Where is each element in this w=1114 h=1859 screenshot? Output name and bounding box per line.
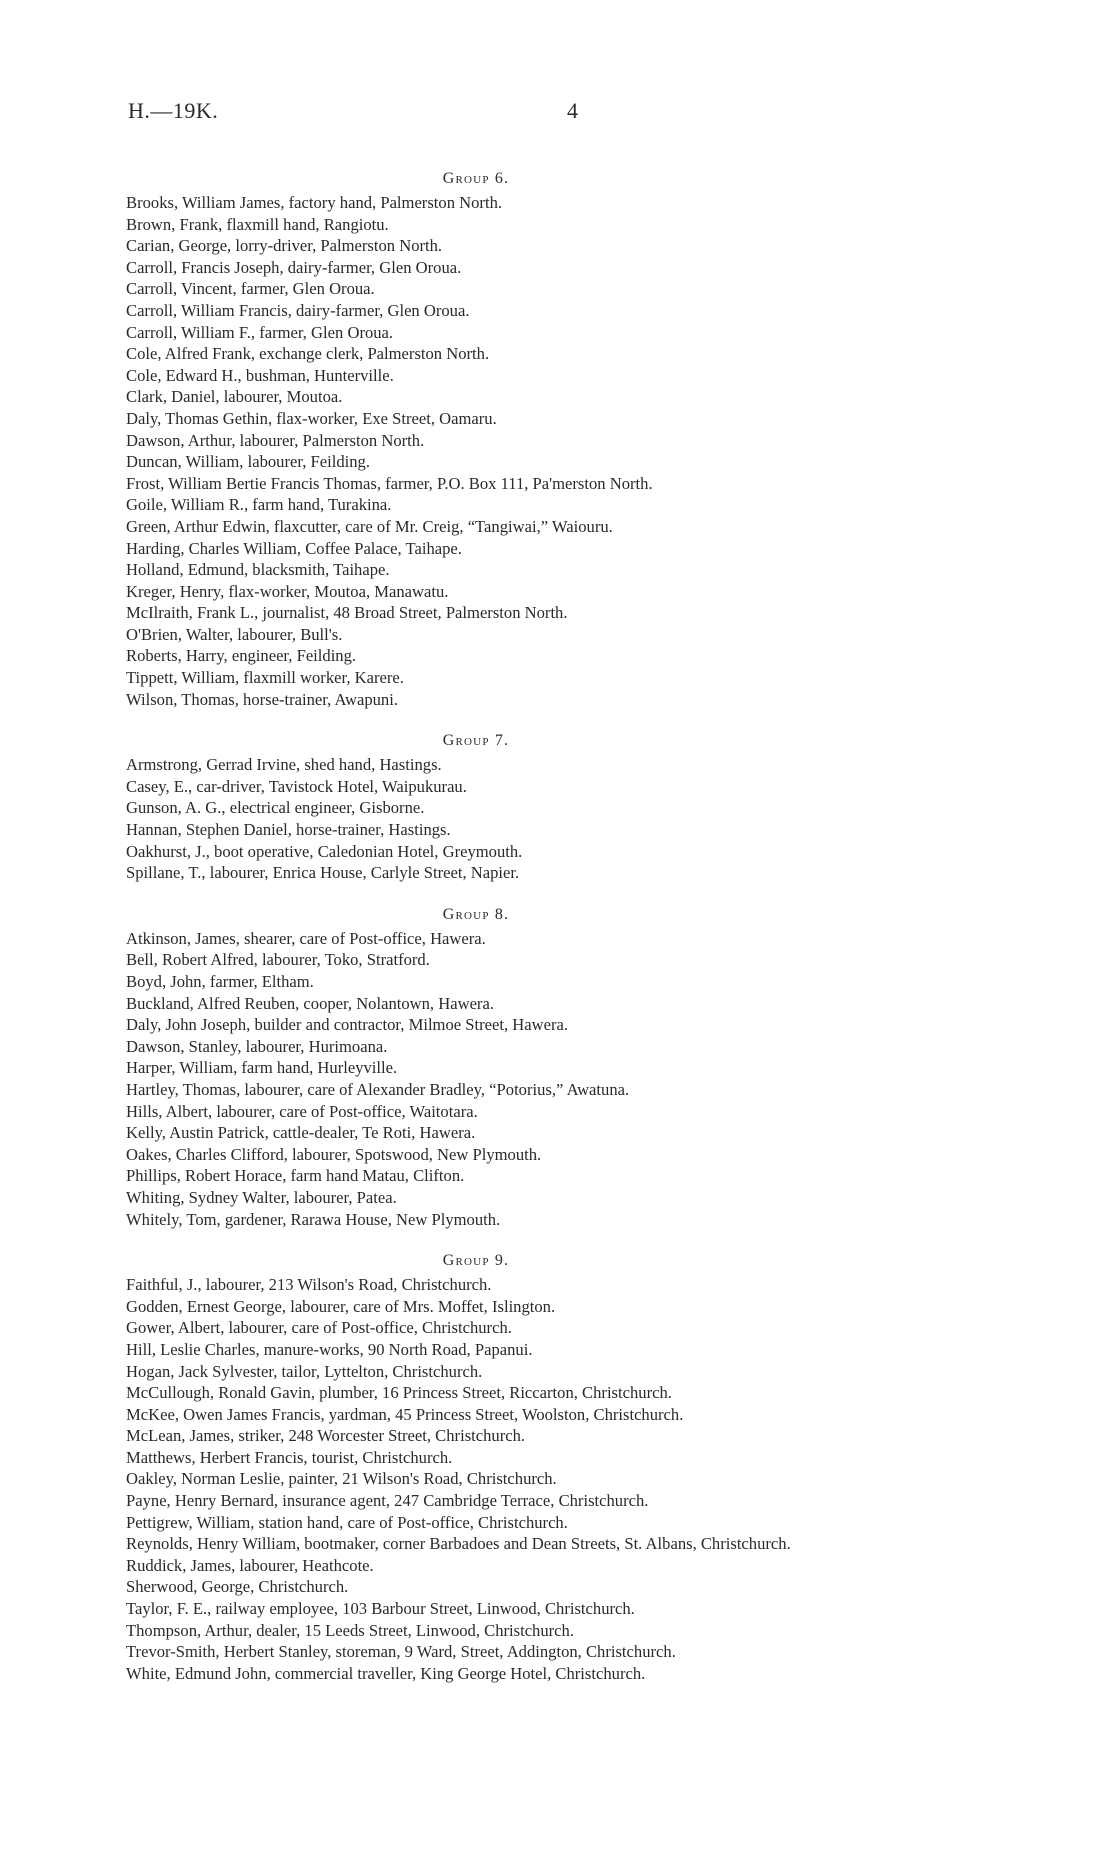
list-item: Wilson, Thomas, horse-trainer, Awapuni. xyxy=(126,689,398,709)
list-item: Boyd, John, farmer, Eltham. xyxy=(126,972,314,991)
group-heading: Group 9. xyxy=(442,1252,510,1270)
group-section xyxy=(126,730,1086,884)
list-item: Pettigrew, William, station hand, care of Post-office, Christchurch. xyxy=(126,1512,568,1532)
list-item: Cole, Alfred Frank, exchange clerk, Palmerston North. xyxy=(126,344,490,364)
page-number: 4 xyxy=(567,98,578,123)
list-item: McKee, Owen James Francis, yardman, 45 Princess Street, Woolston, Christchurch. xyxy=(126,1404,684,1424)
list-item: Sherwood, George, Christchurch. xyxy=(126,1577,349,1597)
list-item: Carroll, William Francis, dairy-farmer, Glen Oroua. xyxy=(126,300,470,320)
list-item: Kelly, Austin Patrick, cattle-dealer, Te Roti, Hawera. xyxy=(126,1123,476,1143)
list-item: McLean, James, striker, 248 Worcester Street, Christchurch. xyxy=(126,1426,526,1446)
list-item: Dawson, Stanley, labourer, Hurimoana. xyxy=(126,1036,388,1056)
list-item: Trevor-Smith, Herbert Stanley, storeman, 9 Ward, Street, Addington, Christchurch. xyxy=(126,1642,676,1662)
page-header xyxy=(128,98,1028,128)
list-item: McIlraith, Frank L., journalist, 48 Broad Street, Palmerston North. xyxy=(126,603,568,623)
list-item: Roberts, Harry, engineer, Feilding. xyxy=(126,646,357,666)
section-spacer xyxy=(126,1230,1086,1250)
group-heading: Group 8. xyxy=(442,905,510,923)
list-item: Gower, Albert, labourer, care of Post-office, Christchurch. xyxy=(126,1318,512,1338)
list-item: Hill, Leslie Charles, manure-works, 90 North Road, Papanui. xyxy=(126,1339,533,1359)
list-item: Cole, Edward H., bushman, Hunterville. xyxy=(126,365,394,385)
list-item: Carroll, William F., farmer, Glen Oroua. xyxy=(126,322,394,342)
list-item: Spillane, T., labourer, Enrica House, Carlyle Street, Napier. xyxy=(126,863,520,883)
list-item: Carroll, Vincent, farmer, Glen Oroua. xyxy=(126,279,375,299)
list-item: Whiting, Sydney Walter, labourer, Patea. xyxy=(126,1187,397,1207)
list-item: Tippett, William, flaxmill worker, Karere. xyxy=(126,668,404,688)
list-item: Daly, Thomas Gethin, flax-worker, Exe Street, Oamaru. xyxy=(126,408,497,428)
list-item: Daly, John Joseph, builder and contractor, Milmoe Street, Hawera. xyxy=(126,1015,569,1035)
list-item: Harper, William, farm hand, Hurleyville. xyxy=(126,1058,398,1078)
section-spacer xyxy=(126,884,1086,904)
list-item: Taylor, F. E., railway employee, 103 Barbour Street, Linwood, Christchurch. xyxy=(126,1599,635,1619)
list-item: Kreger, Henry, flax-worker, Moutoa, Manawatu. xyxy=(126,581,449,601)
list-item: Holland, Edmund, blacksmith, Taihape. xyxy=(126,560,390,580)
list-item: Godden, Ernest George, labourer, care of Mrs. Moffet, Islington. xyxy=(126,1296,556,1316)
list-item: Casey, E., car-driver, Tavistock Hotel, Waipukurau. xyxy=(126,776,467,796)
list-item: Green, Arthur Edwin, flaxcutter, care of Mr. Creig, “Tangiwai,” Waiouru. xyxy=(126,516,613,536)
list-item: Thompson, Arthur, dealer, 15 Leeds Street, Linwood, Christchurch. xyxy=(126,1620,574,1640)
list-item: Gunson, A. G., electrical engineer, Gisborne. xyxy=(126,798,425,818)
list-item: Buckland, Alfred Reuben, cooper, Nolantown, Hawera. xyxy=(126,993,494,1013)
group-heading: Group 6. xyxy=(442,170,510,187)
list-item: Goile, William R., farm hand, Turakina. xyxy=(126,495,392,515)
list-item: Matthews, Herbert Francis, tourist, Christchurch. xyxy=(126,1447,453,1467)
document-code: H.—19K. xyxy=(128,98,219,123)
list-item: Ruddick, James, labourer, Heathcote. xyxy=(126,1555,374,1575)
group-heading: Group 7. xyxy=(442,732,510,750)
list-item: White, Edmund John, commercial traveller, King George Hotel, Christchurch. xyxy=(126,1663,646,1683)
list-item: Hannan, Stephen Daniel, horse-trainer, Hastings. xyxy=(126,820,451,840)
list-item: Harding, Charles William, Coffee Palace, Taihape. xyxy=(126,538,462,558)
list-item: Oakes, Charles Clifford, labourer, Spotswood, New Plymouth. xyxy=(126,1144,542,1164)
list-item: Duncan, William, labourer, Feilding. xyxy=(126,452,370,472)
list-item: Carian, George, lorry-driver, Palmerston North. xyxy=(126,236,443,256)
list-item: McCullough, Ronald Gavin, plumber, 16 Princess Street, Riccarton, Christchurch. xyxy=(126,1383,672,1403)
group-section xyxy=(126,168,1086,710)
list-item: Brooks, William James, factory hand, Palmerston North. xyxy=(126,193,503,212)
list-item: Brown, Frank, flaxmill hand, Rangiotu. xyxy=(126,214,389,234)
list-item: O'Brien, Walter, labourer, Bull's. xyxy=(126,624,343,644)
group-section xyxy=(126,1250,1086,1684)
list-item: Dawson, Arthur, labourer, Palmerston North. xyxy=(126,430,425,450)
group-section xyxy=(126,904,1086,1230)
list-item: Phillips, Robert Horace, farm hand Matau, Clifton. xyxy=(126,1166,465,1186)
list-item: Hartley, Thomas, labourer, care of Alexander Bradley, “Potorius,” Awatuna. xyxy=(126,1079,630,1099)
document-body xyxy=(126,168,1086,1684)
list-item: Clark, Daniel, labourer, Moutoa. xyxy=(126,387,343,407)
list-item: Carroll, Francis Joseph, dairy-farmer, Glen Oroua. xyxy=(126,257,462,277)
list-item: Faithful, J., labourer, 213 Wilson's Road, Christchurch. xyxy=(126,1275,492,1295)
list-item: Oakley, Norman Leslie, painter, 21 Wilson's Road, Christchurch. xyxy=(126,1469,557,1489)
list-item: Bell, Robert Alfred, labourer, Toko, Stratford. xyxy=(126,950,430,970)
list-item: Payne, Henry Bernard, insurance agent, 247 Cambridge Terrace, Christchurch. xyxy=(126,1491,649,1511)
section-spacer xyxy=(126,710,1086,730)
list-item: Hills, Albert, labourer, care of Post-office, Waitotara. xyxy=(126,1101,478,1121)
list-item: Whitely, Tom, gardener, Rarawa House, New Plymouth. xyxy=(126,1209,501,1229)
list-item: Frost, William Bertie Francis Thomas, farmer, P.O. Box 111, Pa'merston North. xyxy=(126,473,653,493)
list-item: Atkinson, James, shearer, care of Post-office, Hawera. xyxy=(126,928,486,948)
list-item: Oakhurst, J., boot operative, Caledonian Hotel, Greymouth. xyxy=(126,841,523,861)
list-item: Hogan, Jack Sylvester, tailor, Lyttelton, Christchurch. xyxy=(126,1361,483,1381)
list-item: Reynolds, Henry William, bootmaker, corner Barbadoes and Dean Streets, St. Albans, Christchurch. xyxy=(126,1534,791,1554)
list-item: Armstrong, Gerrad Irvine, shed hand, Hastings. xyxy=(126,755,442,775)
